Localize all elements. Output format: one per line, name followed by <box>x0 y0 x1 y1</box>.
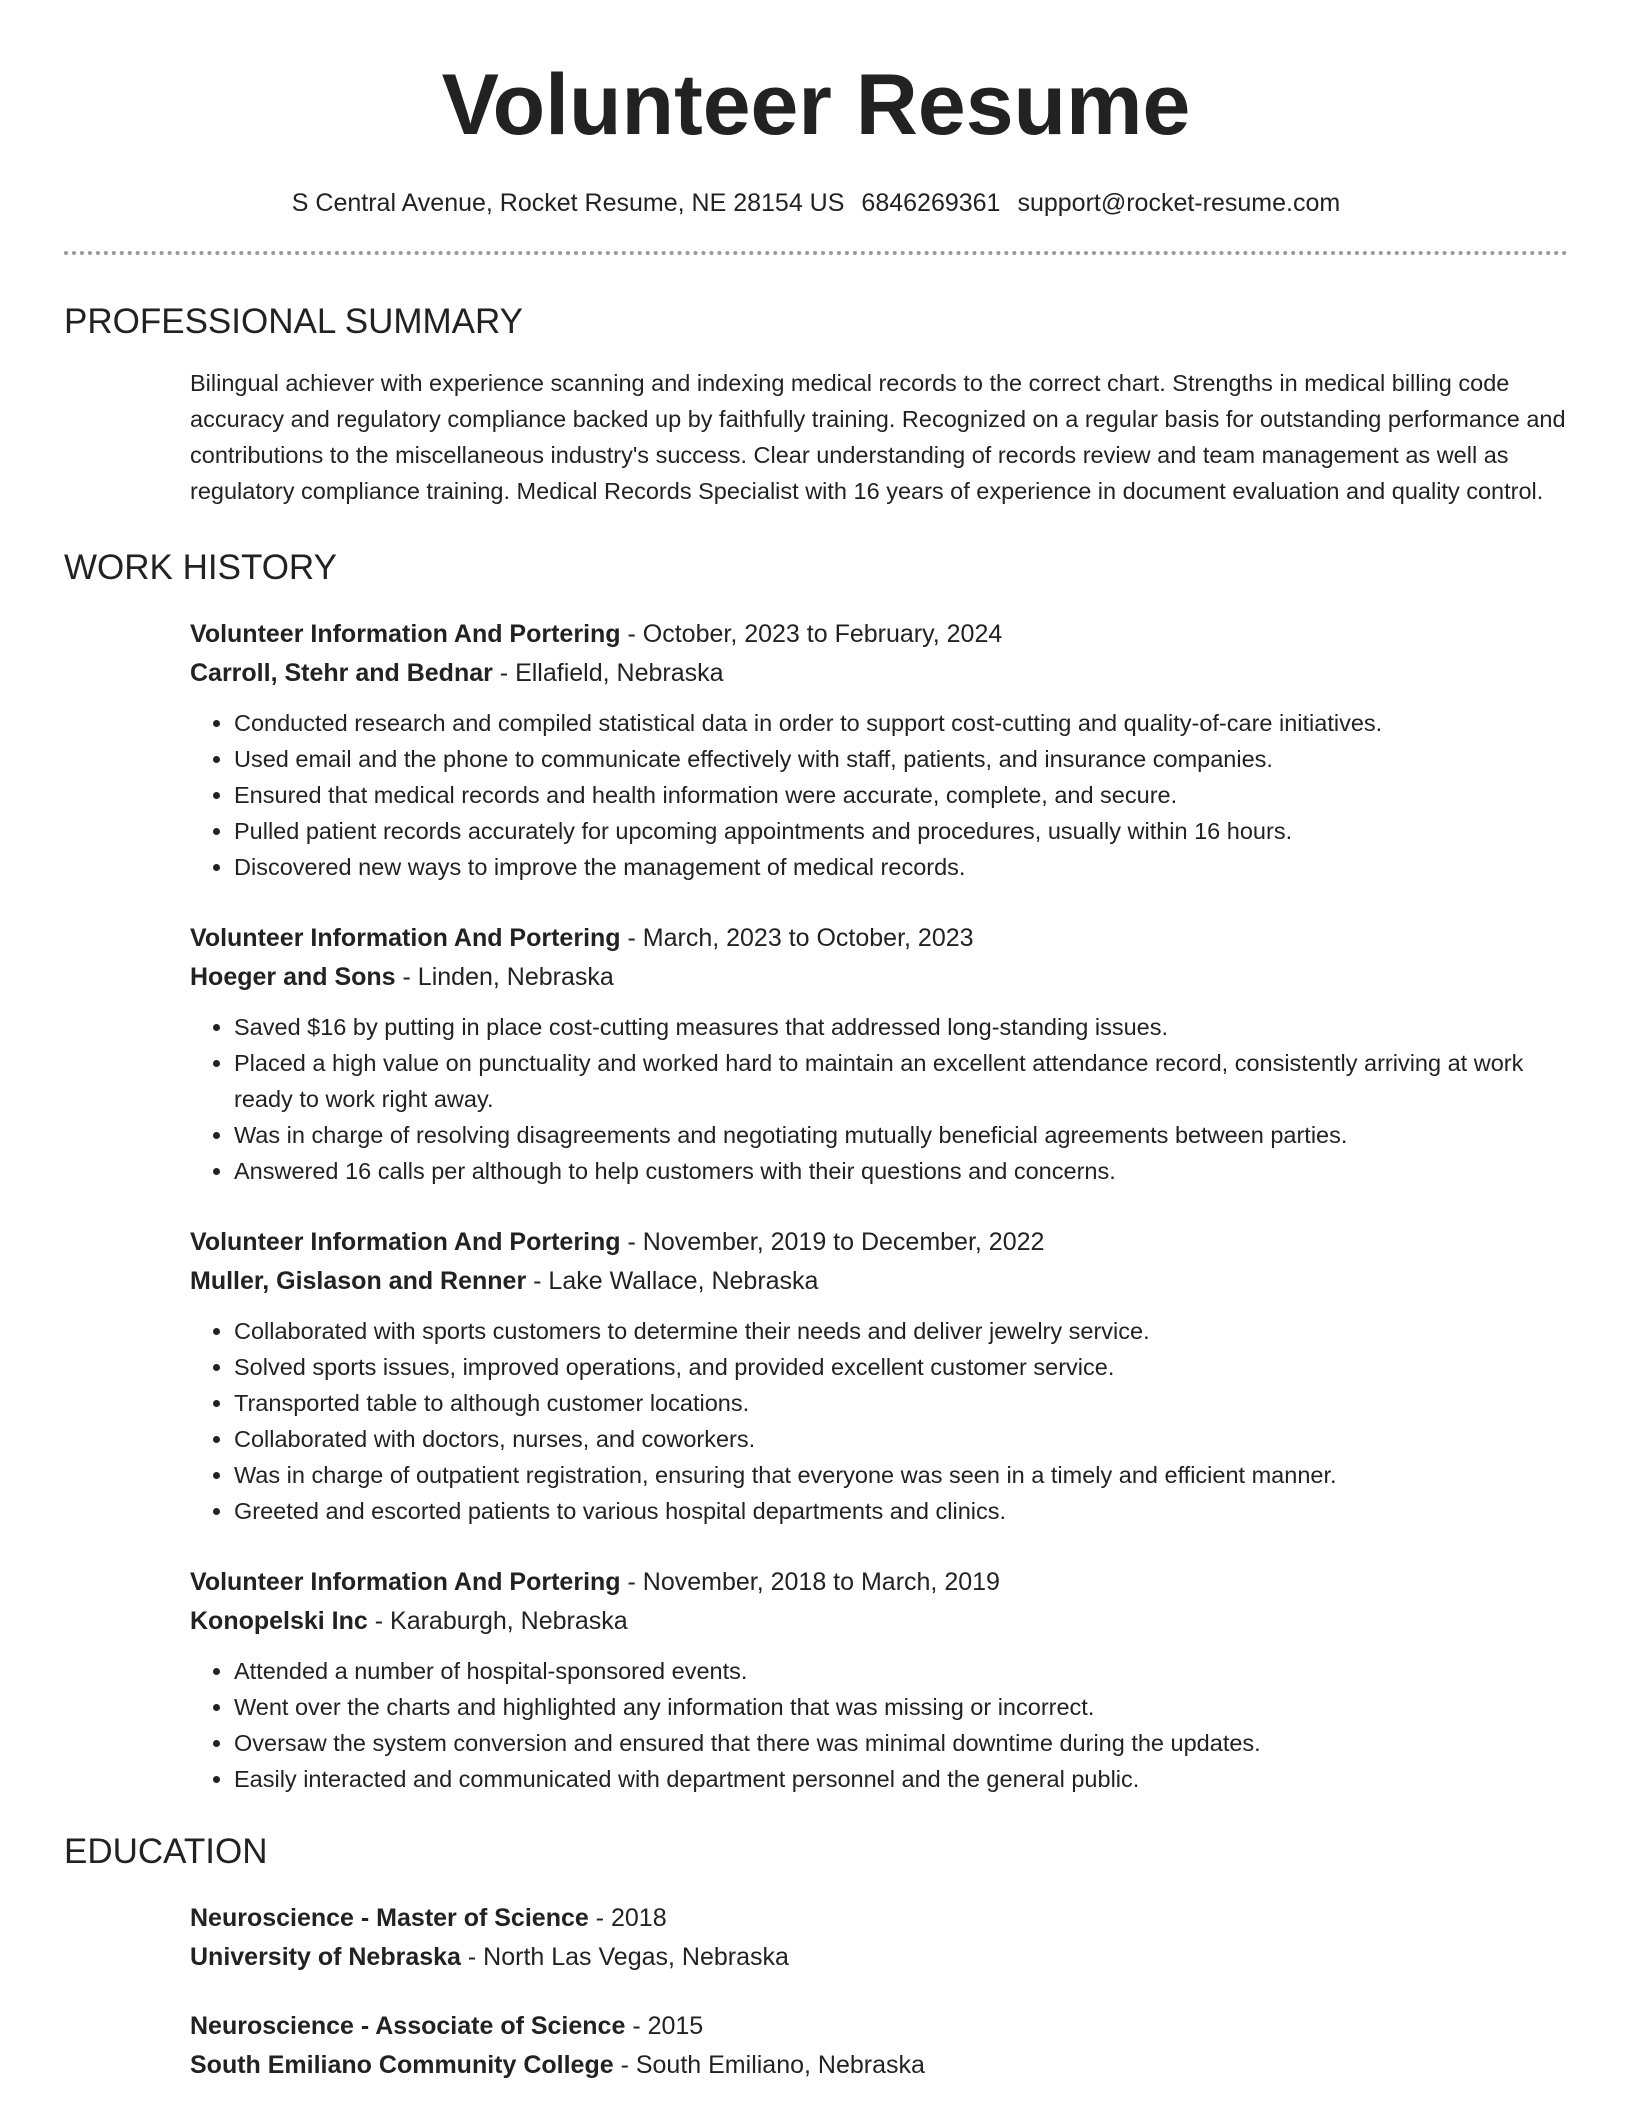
job-dates: - March, 2023 to October, 2023 <box>620 924 974 952</box>
education-entry <box>190 1899 1568 1977</box>
job-title: Volunteer Information And Portering <box>190 1568 621 1596</box>
job-location: - Ellafield, Nebraska <box>492 659 724 687</box>
job-company-line <box>190 1602 1568 1641</box>
job-company: Konopelski Inc <box>190 1607 368 1635</box>
education-school: South Emiliano Community College <box>190 2051 614 2079</box>
job-bullet: • Saved $16 by putting in place cost-cutting measures that addressed long-standing issues. <box>234 1009 1568 1045</box>
job-bullet: • Transported table to although customer locations. <box>234 1385 1568 1421</box>
education-school-line <box>190 2046 1568 2085</box>
work-history-section <box>64 547 1568 1797</box>
education-degree: Neuroscience - Associate of Science <box>190 2012 626 2040</box>
job-title-line <box>190 615 1568 654</box>
job-title-line <box>190 1563 1568 1602</box>
job-company-line <box>190 958 1568 997</box>
job-bullets <box>190 705 1568 885</box>
job-entry <box>190 919 1568 1189</box>
professional-summary-section <box>64 301 1568 509</box>
contact-phone: 6846269361 <box>861 189 1001 217</box>
job-bullets <box>190 1009 1568 1189</box>
job-bullet: • Went over the charts and highlighted any information that was missing or incorrect. <box>234 1689 1568 1725</box>
education-location: - North Las Vegas, Nebraska <box>460 1943 789 1971</box>
job-dates: - October, 2023 to February, 2024 <box>620 620 1003 648</box>
job-bullet: • Used email and the phone to communicate effectively with staff, patients, and insurance companies. <box>234 741 1568 777</box>
job-title: Volunteer Information And Portering <box>190 1228 621 1256</box>
job-bullet: • Oversaw the system conversion and ensured that there was minimal downtime during the updates. <box>234 1725 1568 1761</box>
job-bullet: • Placed a high value on punctuality and worked hard to maintain an excellent attendance record, consistently arriving at work ready to work right away. <box>234 1045 1568 1117</box>
job-bullets <box>190 1313 1568 1529</box>
education-degree-line <box>190 2007 1568 2046</box>
job-company: Muller, Gislason and Renner <box>190 1267 527 1295</box>
education-school-line <box>190 1938 1568 1977</box>
job-dates: - November, 2019 to December, 2022 <box>620 1228 1045 1256</box>
job-bullet: • Attended a number of hospital-sponsored events. <box>234 1653 1568 1689</box>
education-entry <box>190 2007 1568 2085</box>
job-location: - Karaburgh, Nebraska <box>367 1607 628 1635</box>
job-company-line <box>190 654 1568 693</box>
education-year: - 2018 <box>588 1904 667 1932</box>
job-dates: - November, 2018 to March, 2019 <box>620 1568 1000 1596</box>
job-title-line <box>190 1223 1568 1262</box>
job-location: - Lake Wallace, Nebraska <box>526 1267 819 1295</box>
resume-title: Volunteer Resume <box>441 57 1191 153</box>
job-location: - Linden, Nebraska <box>395 963 614 991</box>
job-entry <box>190 615 1568 885</box>
summary-heading: PROFESSIONAL SUMMARY <box>64 302 523 341</box>
education-school: University of Nebraska <box>190 1943 461 1971</box>
education-degree: Neuroscience - Master of Science <box>190 1904 589 1932</box>
education-degree-line <box>190 1899 1568 1938</box>
job-title: Volunteer Information And Portering <box>190 620 621 648</box>
job-bullet: • Easily interacted and communicated with department personnel and the general public. <box>234 1761 1568 1797</box>
job-bullet: • Was in charge of resolving disagreements and negotiating mutually beneficial agreements between parties. <box>234 1117 1568 1153</box>
job-company-line <box>190 1262 1568 1301</box>
education-location: - South Emiliano, Nebraska <box>613 2051 925 2079</box>
job-bullet: • Discovered new ways to improve the management of medical records. <box>234 849 1568 885</box>
job-bullet: • Ensured that medical records and health information were accurate, complete, and secure. <box>234 777 1568 813</box>
education-section <box>64 1831 1568 2085</box>
job-bullet: • Collaborated with doctors, nurses, and coworkers. <box>234 1421 1568 1457</box>
header-divider <box>64 251 1568 255</box>
education-year: - 2015 <box>625 2012 704 2040</box>
contact-line <box>64 188 1568 218</box>
summary-text: Bilingual achiever with experience scanning and indexing medical records to the correct chart. Strengths in medical billing code accuracy and regulatory compliance backed up by faithfully training. Recognized on a regular basis for outstanding performance and contributions to the miscellaneous industry's success. Clear understanding of records review and team management as well as regulatory compliance training. Medical Records Specialist with 16 years of experience in document evaluation and quality control. <box>190 370 1566 504</box>
job-bullet: • Answered 16 calls per although to help customers with their questions and concerns. <box>234 1153 1568 1189</box>
job-bullets <box>190 1653 1568 1797</box>
contact-email: support@rocket-resume.com <box>1017 189 1341 217</box>
job-bullet: • Was in charge of outpatient registration, ensuring that everyone was seen in a timely and efficient manner. <box>234 1457 1568 1493</box>
job-title-line <box>190 919 1568 958</box>
contact-address: S Central Avenue, Rocket Resume, NE 28154 US <box>291 189 845 217</box>
job-company: Hoeger and Sons <box>190 963 396 991</box>
job-bullet: • Greeted and escorted patients to various hospital departments and clinics. <box>234 1493 1568 1529</box>
job-company: Carroll, Stehr and Bednar <box>190 659 493 687</box>
work-history-heading: WORK HISTORY <box>64 548 337 587</box>
education-heading: EDUCATION <box>64 1832 268 1871</box>
job-entry <box>190 1223 1568 1529</box>
job-bullet: • Collaborated with sports customers to determine their needs and deliver jewelry service. <box>234 1313 1568 1349</box>
job-bullet: • Solved sports issues, improved operations, and provided excellent customer service. <box>234 1349 1568 1385</box>
job-title: Volunteer Information And Portering <box>190 924 621 952</box>
job-bullet: • Conducted research and compiled statistical data in order to support cost-cutting and quality-of-care initiatives. <box>234 705 1568 741</box>
job-bullet: • Pulled patient records accurately for upcoming appointments and procedures, usually within 16 hours. <box>234 813 1568 849</box>
job-entry <box>190 1563 1568 1797</box>
